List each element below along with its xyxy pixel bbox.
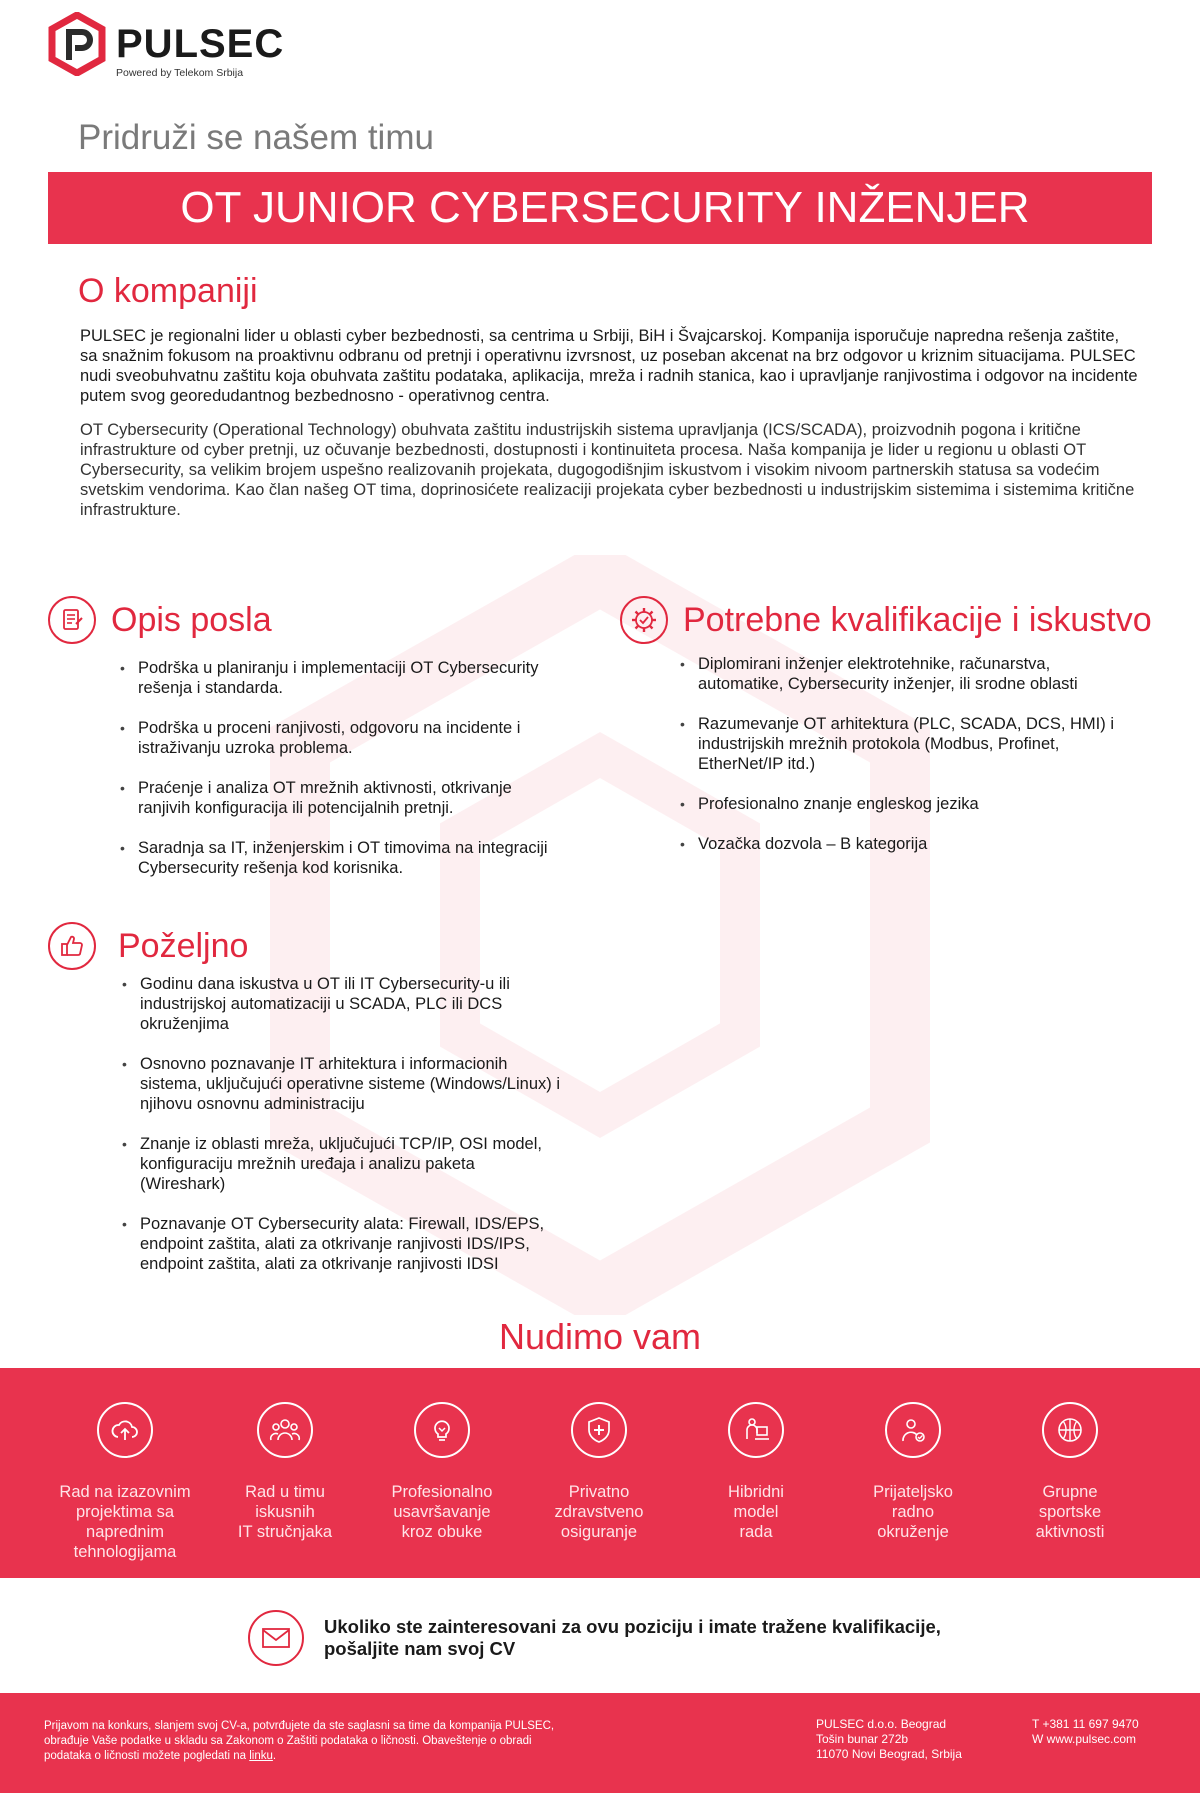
benefit-label: Privatno zdravstveno osiguranje [554,1483,644,1541]
benefit-item [520,1368,678,1542]
benefit-item [206,1368,364,1542]
list-item: • Godinu dana iskustva u OT ili IT Cybersecurity-u ili industrijskoj automatizaciji u SCADA, PLC ili DCS okruženjima [122,974,562,1034]
envelope-icon [248,1610,304,1666]
list-item: • Vozačka dozvola – B kategorija [680,834,1120,854]
kvalifikacije-header [620,596,1152,644]
benefit-label: Rad u timu iskusnih IT stručnjaka [237,1483,333,1541]
opis-header [48,596,272,644]
brand-name: PULSEC [116,22,285,66]
privacy-period: . [272,1750,277,1762]
benefit-item [677,1368,835,1542]
list-item: • Profesionalno znanje engleskog jezika [680,794,1120,814]
join-heading: Pridruži se našem timu [78,118,434,157]
pozeljno-list [122,974,562,1294]
upload-cloud-icon [97,1402,153,1458]
benefit-label: Grupne sportske aktivnosti [1035,1483,1105,1541]
footer [0,1693,1200,1793]
benefits-band [0,1368,1200,1578]
about-paragraph-2: OT Cybersecurity (Operational Technology) obuhvata zaštitu industrijskih sistema upravljanja (ICS/SCADA), proizvodnih pogona i kritične infrastrukture od cyber pretnji, uz očuvanje bezbednosti, dostupnosti i kontinuiteta procesa. Naša kompanija je lider u regionu u oblasti OT Cybersecurity, sa velikim brojem uspešno realizovanih projekata, dugogodišnjim iskustvom i visokim nivoom partnerskih statusa sa vodećim svetskim vendorima. Kao član našeg OT tima, doprinosićete realizaciji projekata cyber bezbednosti u industrijskim sistemima i sistemima kritične infrastrukture. [80,421,1135,519]
benefit-label: Rad na izazovnim projektima sa naprednim tehnologijama [59,1483,191,1561]
opis-title: Opis posla [111,600,272,639]
list-item: • Poznavanje OT Cybersecurity alata: Firewall, IDS/EPS, endpoint zaštita, alati za otkrivanje ranjivosti IDS/IPS, endpoint zaštita, alati za otkrivanje ranjivosti IDSI [122,1214,562,1274]
company-contact[interactable]: T +381 11 697 9470 W www.pulsec.com [1032,1717,1139,1746]
opis-list [120,658,560,898]
gear-check-icon [620,596,668,644]
kvalifikacije-list [680,654,1120,874]
job-title-banner [48,172,1152,244]
list-item: • Podrška u proceni ranjivosti, odgovoru na incidente i istraživanju uzroka problema. [120,718,560,758]
about-title: O kompaniji [78,272,258,310]
pulsec-logo [48,12,284,79]
kvalifikacije-title: Potrebne kvalifikacije i iskustvo [683,600,1152,639]
pozeljno-title: Poželjno [118,926,249,965]
thumbs-up-icon [48,922,96,970]
document-icon [48,596,96,644]
pozeljno-header [48,922,248,970]
about-paragraph-1: PULSEC je regionalni lider u oblasti cyber bezbednosti, sa centrima u Srbiji, BiH i Švajcarskoj. Kompanija isporučuje napredna rešenja zaštite, sa snažnim fokusom na proaktivnu odbranu od pretnji i operativnu izvrsnost, uz poseban akcenat na brz odgovor u kriznim situacijama. PULSEC nudi sveobuhvatnu zaštitu koja obuhvata zaštitu podataka, aplikacija, mreža i radnih stanica, kao i upravljanje ranjivostima i odgovor na incidente putem svog georedudantnog bezbednosno - operativnog centra. [80,327,1138,405]
brand-tagline: Powered by Telekom Srbija [116,67,244,79]
list-item: • Razumevanje OT arhitektura (PLC, SCADA, DCS, HMI) i industrijskih mrežnih protokola (Modbus, Profinet, EtherNet/IP itd.) [680,714,1120,774]
benefit-item [991,1368,1149,1542]
list-item: • Znanje iz oblasti mreža, uključujući TCP/IP, OSI model, konfiguraciju mrežnih uređaja i analizu paketa (Wireshark) [122,1134,562,1194]
benefit-item [363,1368,521,1542]
benefit-label: Profesionalno usavršavanje kroz obuke [391,1483,493,1541]
list-item: • Podrška u planiranju i implementaciji OT Cybersecurity rešenja i standarda. [120,658,560,698]
benefit-item [834,1368,992,1542]
person-badge-icon [885,1402,941,1458]
benefit-item [46,1368,204,1562]
benefit-label: Prijateljsko radno okruženje [873,1483,953,1541]
laptop-user-icon [728,1402,784,1458]
team-icon [257,1402,313,1458]
cv-call-to-action [248,1610,941,1666]
company-address: PULSEC d.o.o. Beograd Tošin bunar 272b 11070 Novi Beograd, Srbija [816,1717,962,1761]
list-item: • Osnovno poznavanje IT arhitektura i informacionih sistema, uključujući operativne sisteme (Windows/Linux) i njihovu osnovnu administraciju [122,1054,562,1114]
pulsec-logo-mark-icon [48,12,106,76]
lightbulb-icon [414,1402,470,1458]
privacy-text: Prijavom na konkurs, slanjem svoj CV-a, potvrđujete da ste saglasni sa time da kompanija PULSEC, obrađuje Vaše podatke u skladu sa Zakonom o Zaštiti podataka o ličnosti. Obaveštenje o obradi podataka o ličnosti možete pogledati na [44,1720,555,1762]
health-shield-icon [571,1402,627,1458]
benefit-label: Hibridni model rada [728,1483,784,1541]
basketball-icon [1042,1402,1098,1458]
list-item: • Saradnja sa IT, inženjerskim i OT timovima na integraciji Cybersecurity rešenja kod korisnika. [120,838,560,878]
list-item: • Praćenje i analiza OT mrežnih aktivnosti, otkrivanje ranjivih konfiguracija ili potencijalnih pretnji. [120,778,560,818]
privacy-notice [44,1719,564,1764]
list-item: • Diplomirani inženjer elektrotehnike, računarstva, automatike, Cybersecurity inženjer, ili srodne oblasti [680,654,1120,694]
cta-text: Ukoliko ste zainteresovani za ovu poziciju i imate tražene kvalifikacije, pošaljite nam svoj CV [324,1616,941,1659]
job-title: OT JUNIOR CYBERSECURITY INŽENJER [180,183,1030,232]
privacy-link[interactable]: linku [249,1750,273,1762]
benefits-title: Nudimo vam [498,1316,702,1357]
